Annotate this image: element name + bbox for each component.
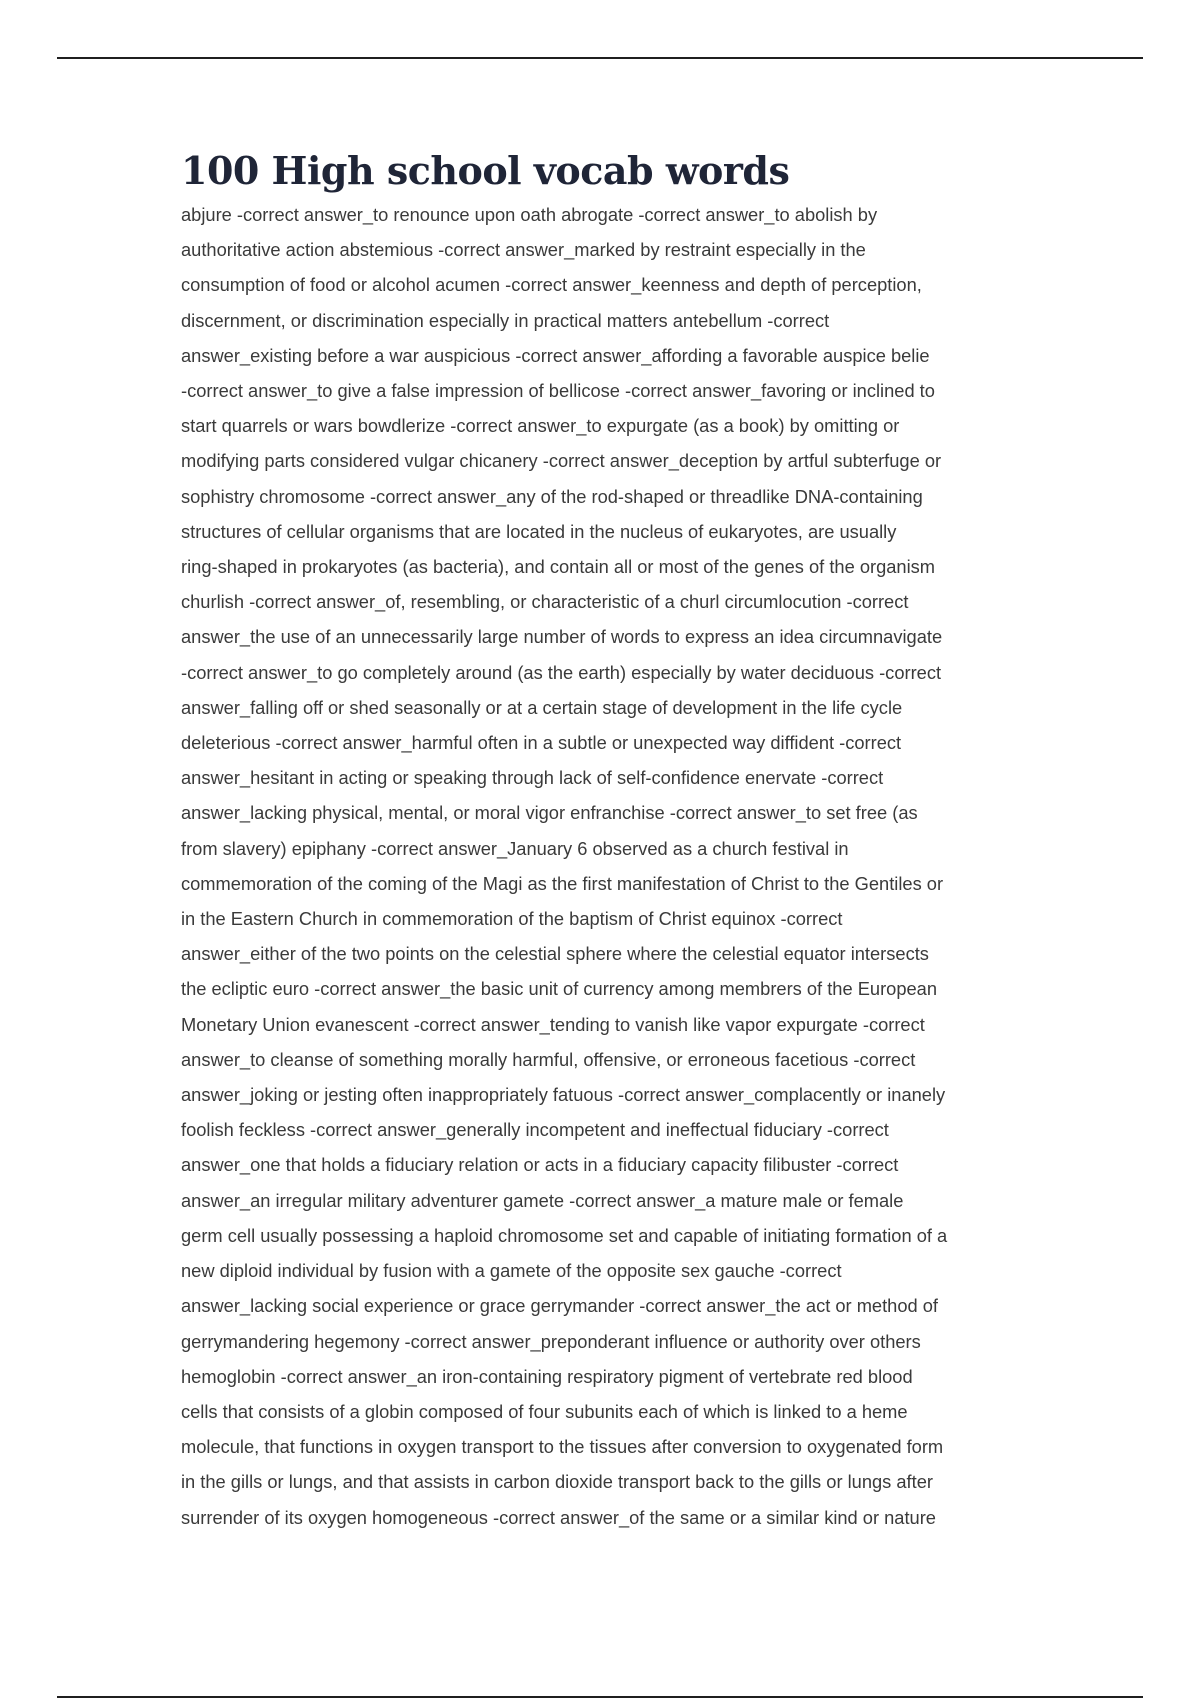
text-line: the ecliptic euro -correct answer_the basic unit of currency among membrers of the European (181, 978, 937, 1000)
text-line: answer_falling off or shed seasonally or at a certain stage of development in the life cycle (181, 696, 903, 718)
text-line: molecule, that functions in oxygen transport to the tissues after conversion to oxygenated form (181, 1436, 944, 1458)
text-line: sophistry chromosome -correct answer_any of the rod-shaped or threadlike DNA-containing (181, 485, 923, 507)
text-line: start quarrels or wars bowdlerize -correct answer_to expurgate (as a book) by omitting or (181, 415, 900, 437)
text-line: hemoglobin -correct answer_an iron-containing respiratory pigment of vertebrate red blood (181, 1365, 913, 1387)
text-line: consumption of food or alcohol acumen -correct answer_keenness and depth of perception, (181, 274, 922, 296)
text-line: modifying parts considered vulgar chicanery -correct answer_deception by artful subterfuge or (181, 450, 942, 472)
text-line: -correct answer_to give a false impression of bellicose -correct answer_favoring or inclined to (181, 380, 935, 402)
header-rule (57, 57, 1143, 59)
text-line: -correct answer_to go completely around (as the earth) especially by water deciduous -correct (181, 661, 942, 683)
text-line: answer_existing before a war auspicious -correct answer_affording a favorable auspice belie (181, 344, 930, 366)
text-line: answer_the use of an unnecessarily large number of words to express an idea circumnavigate (181, 626, 943, 648)
text-line: structures of cellular organisms that are located in the nucleus of eukaryotes, are usually (181, 520, 897, 542)
text-line: authoritative action abstemious -correct answer_marked by restraint especially in the (181, 239, 866, 261)
text-block (181, 197, 1023, 1535)
text-line: Monetary Union evanescent -correct answer_tending to vanish like vapor expurgate -correct (181, 1013, 925, 1035)
text-line: deleterious -correct answer_harmful often in a subtle or unexpected way diffident -correct (181, 732, 902, 754)
text-line: answer_lacking physical, mental, or moral vigor enfranchise -correct answer_to set free (as (181, 802, 918, 824)
text-line: foolish feckless -correct answer_generally incompetent and ineffectual fiduciary -correct (181, 1119, 889, 1141)
text-line: commemoration of the coming of the Magi as the first manifestation of Christ to the Gentiles or (181, 872, 944, 894)
text-line: answer_hesitant in acting or speaking through lack of self-confidence enervate -correct (181, 767, 884, 789)
text-line: surrender of its oxygen homogeneous -correct answer_of the same or a similar kind or nature (181, 1506, 936, 1528)
text-line: ring-shaped in prokaryotes (as bacteria), and contain all or most of the genes of the organism (181, 556, 936, 578)
text-line: from slavery) epiphany -correct answer_January 6 observed as a church festival in (181, 837, 849, 859)
text-line: cells that consists of a globin composed of four subunits each of which is linked to a heme (181, 1400, 908, 1422)
text-line: in the Eastern Church in commemoration of the baptism of Christ equinox -correct (181, 908, 843, 930)
text-line: new diploid individual by fusion with a gamete of the opposite sex gauche -correct (181, 1260, 842, 1282)
text-line: answer_joking or jesting often inappropriately fatuous -correct answer_complacently or inanely (181, 1084, 946, 1106)
text-line: gerrymandering hegemony -correct answer_preponderant influence or authority over others (181, 1330, 921, 1352)
footer-rule (57, 1696, 1143, 1698)
text-line: answer_either of the two points on the celestial sphere where the celestial equator intersects (181, 943, 929, 965)
text-line: discernment, or discrimination especially in practical matters antebellum -correct (181, 309, 830, 331)
text-line: answer_lacking social experience or grace gerrymander -correct answer_the act or method of (181, 1295, 939, 1317)
text-line: abjure -correct answer_to renounce upon oath abrogate -correct answer_to abolish by (181, 204, 878, 225)
text-line: answer_an irregular military adventurer gamete -correct answer_a mature male or female (181, 1189, 904, 1211)
page-title: 100 High school vocab words (181, 148, 790, 193)
text-line: in the gills or lungs, and that assists in carbon dioxide transport back to the gills or lungs after (181, 1471, 933, 1493)
text-line: answer_one that holds a fiduciary relation or acts in a fiduciary capacity filibuster -correct (181, 1154, 899, 1176)
text-line: answer_to cleanse of something morally harmful, offensive, or erroneous facetious -correct (181, 1048, 916, 1070)
text-line: churlish -correct answer_of, resembling, or characteristic of a churl circumlocution -correct (181, 591, 909, 613)
text-line: germ cell usually possessing a haploid chromosome set and capable of initiating formation of a (181, 1224, 948, 1246)
document-body (181, 145, 1023, 1535)
